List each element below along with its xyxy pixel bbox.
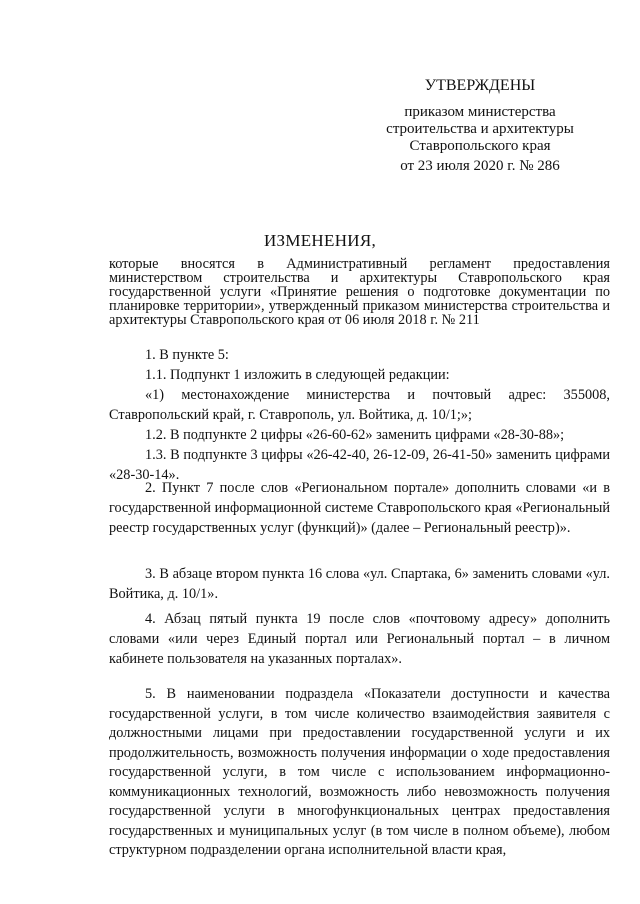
section-1 xyxy=(109,345,610,485)
section-2 xyxy=(109,478,610,538)
section-3 xyxy=(109,564,610,604)
approval-title: УТВЕРЖДЕНЫ xyxy=(424,77,536,94)
approval-date: от 23 июля 2020 г. № 286 xyxy=(400,158,560,174)
paragraph: «1) местонахождение министерства и почтовый адрес: 355008, Ставропольский край, г. Ставрополь, ул. Войтика, д. 10/1;»; xyxy=(109,387,610,423)
paragraph: 1.1. Подпункт 1 изложить в следующей редакции: xyxy=(145,367,450,383)
approval-order-line: Ставропольского края xyxy=(409,138,551,154)
paragraph: 1.3. В подпункте 3 цифры «26-42-40, 26-12-09, 26-41-50» заменить цифрами «28-30-14». xyxy=(109,447,610,483)
paragraph: 2. Пункт 7 после слов «Региональном портале» дополнить словами «и в государственной информационной системе Ставропольского края «Региональный реестр государственных услуг (функций)» (далее – Региональный реестр)». xyxy=(109,480,610,536)
paragraph: 5. В наименовании подраздела «Показатели доступности и качества государственной услуги, в том числе количество взаимодействия заявителя с должностными лицами при предоставлении государственной услуги и их продолжительность, возможность получения информации о ходе предоставления государственной услуги, в том числе с использованием информационно-коммуникационных технологий, возможность либо невозможность получения государственной услуги в многофункциональных центрах предоставления государственных и муниципальных услуг (в том числе в полном объеме), любом структурном подразделении органа исполнительной власти края, xyxy=(109,686,610,858)
document-title: ИЗМЕНЕНИЯ, xyxy=(263,231,377,250)
approval-order-line: приказом министерства xyxy=(404,104,556,120)
paragraph: 1. В пункте 5: xyxy=(145,347,229,363)
approval-order xyxy=(360,104,600,155)
paragraph: 3. В абзаце втором пункта 16 слова «ул. Спартака, 6» заменить словами «ул. Войтика, д. 10/1». xyxy=(109,566,610,602)
section-4 xyxy=(109,609,610,669)
paragraph: 4. Абзац пятый пункта 19 после слов «почтовому адресу» дополнить словами «или через Единый портал или Региональный портал – в личном кабинете пользователя на указанных порталах». xyxy=(109,611,610,667)
approval-order-line: строительства и архитектуры xyxy=(386,121,574,137)
paragraph: 1.2. В подпункте 2 цифры «26-60-62» заменить цифрами «28-30-88»; xyxy=(145,427,565,443)
section-5 xyxy=(109,685,610,861)
document-subtitle: которые вносятся в Административный регламент предоставления министерством строительства и архитектуры Ставропольского края государственной услуги «Принятие решения о подготовке документации по планировке территории», утвержденный приказом министерства строительства и архитектуры Ставропольского края от 06 июля 2018 г. № 211 xyxy=(109,256,610,328)
